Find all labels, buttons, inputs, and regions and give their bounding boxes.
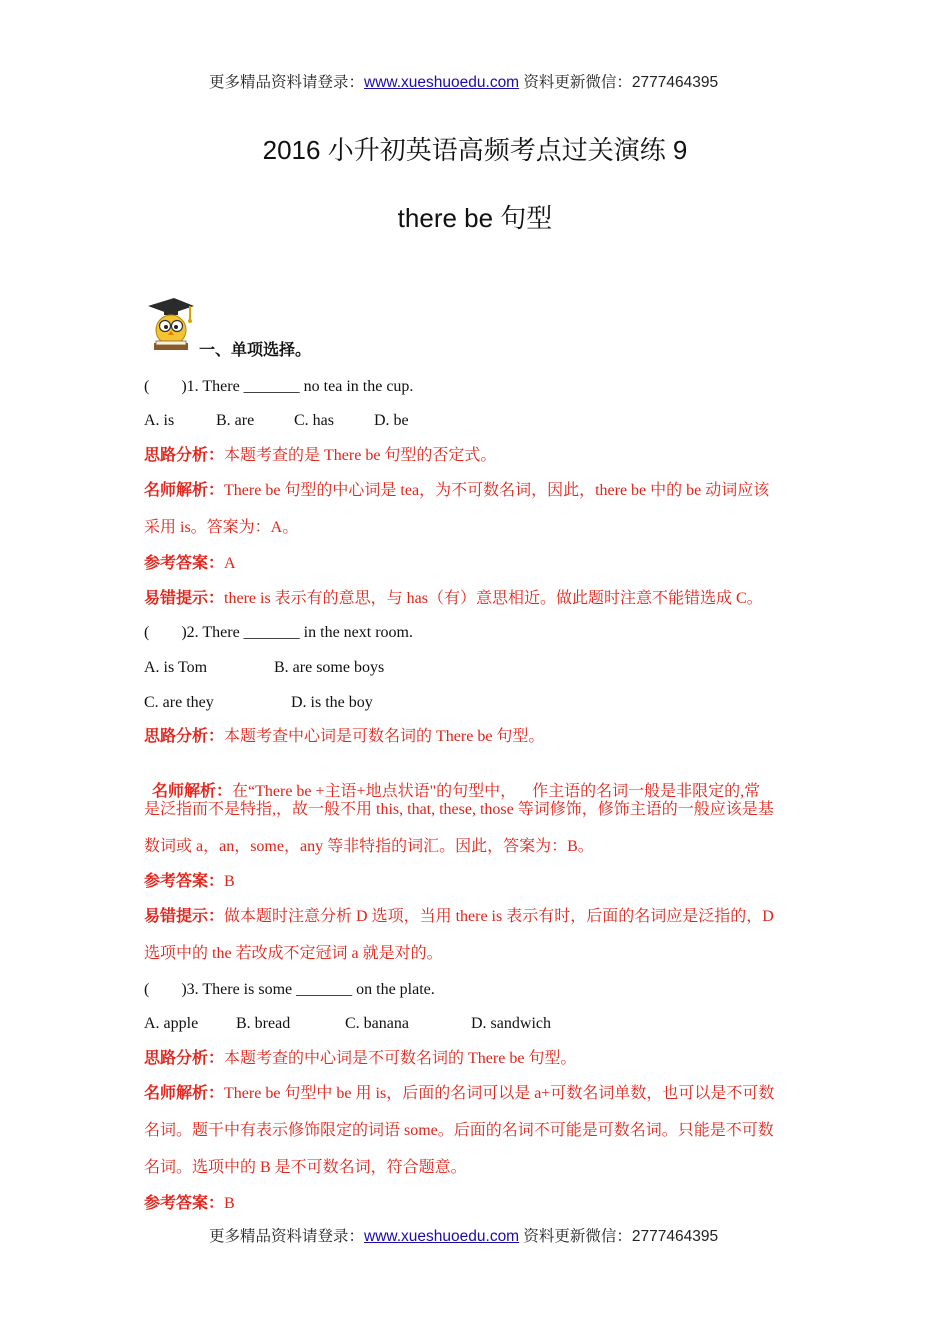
q2-option-c[interactable]: C. are they: [144, 694, 214, 711]
q1-answer: [144, 554, 236, 574]
q2-answer: [144, 872, 235, 892]
q3-option-c[interactable]: C. banana: [345, 1015, 409, 1032]
q1-tip-label: 易错提示：: [144, 590, 225, 607]
q3-option-d[interactable]: D. sandwich: [471, 1015, 551, 1032]
question-1-options: [144, 411, 409, 431]
question-2-stem: ( )2. There _______ in the next room.: [144, 624, 413, 641]
question-2-options-row-1: [144, 658, 384, 678]
question-3-options: [144, 1014, 551, 1034]
q3-explain-label: 名师解析：: [144, 1085, 225, 1102]
q2-explain-line-1: 在“There be +主语+地点状语"的句型中， 作主语的名词一般是非限定的,常: [232, 783, 761, 800]
q2-tip-label: 易错提示：: [144, 908, 225, 925]
q3-answer-value: B: [224, 1195, 235, 1212]
q1-explain-label: 名师解析：: [144, 482, 225, 499]
q2-option-a[interactable]: A. is Tom: [144, 659, 208, 676]
page-subtitle: there be 句型: [397, 203, 553, 233]
q3-answer: [144, 1194, 235, 1214]
q1-answer-value: A: [224, 555, 236, 572]
graduate-owl-icon: [144, 296, 196, 354]
q2-option-b[interactable]: B. are some boys: [274, 659, 385, 676]
section-heading: 一、单项选择。: [199, 340, 312, 359]
q3-analysis-text: 本题考查的中心词是不可数名词的 There be 句型。: [224, 1050, 577, 1067]
q3-answer-label: 参考答案：: [144, 1195, 225, 1212]
q2-analysis-label: 思路分析：: [144, 728, 225, 745]
q1-analysis-label: 思路分析：: [144, 447, 225, 464]
q2-explain: [144, 762, 760, 802]
q1-tip-text: there is 表示有的意思，与 has（有）意思相近。做此题时注意不能错选成 C。: [224, 590, 763, 607]
footer-prefix: 更多精品资料请登录：: [209, 1228, 365, 1245]
header-suffix: 资料更新微信：2777464395: [519, 74, 719, 91]
q2-analysis: [144, 727, 544, 747]
q1-tip: [144, 589, 763, 609]
q2-answer-label: 参考答案：: [144, 873, 225, 890]
q2-tip: [144, 907, 774, 927]
question-1-stem: ( )1. There _______ no tea in the cup.: [144, 378, 414, 395]
q1-option-c[interactable]: C. has: [294, 412, 334, 429]
q2-tip-line-1: 做本题时注意分析 D 选项，当用 there is 表示有时，后面的名词应是泛指的，D: [224, 908, 774, 925]
q1-analysis-text: 本题考查的是 There be 句型的否定式。: [224, 447, 497, 464]
q1-option-b[interactable]: B. are: [216, 412, 255, 429]
q2-explain-line-2: 是泛指而不是特指,，故一般不用 this, that, these, those 等词修饰，修饰主语的一般应该是基: [144, 801, 774, 818]
question-2-options-row-2: [144, 693, 373, 713]
q1-option-d[interactable]: D. be: [374, 412, 409, 429]
page-footer: [209, 1224, 718, 1246]
q1-explain: [144, 481, 769, 501]
header-prefix: 更多精品资料请登录：: [209, 74, 365, 91]
q1-option-a[interactable]: A. is: [144, 412, 175, 429]
question-3-stem: ( )3. There is some _______ on the plate.: [144, 981, 435, 998]
q3-option-a[interactable]: A. apple: [144, 1015, 199, 1032]
q2-explain-line-3: 数词或 a，an，some，any 等非特指的词汇。因此，答案为：B。: [144, 838, 594, 855]
q3-explain-line-2: 名词。题干中有表示修饰限定的词语 some。后面的名词不可能是可数名词。只能是不可数: [144, 1122, 774, 1139]
q1-answer-label: 参考答案：: [144, 555, 225, 572]
q1-analysis: [144, 446, 496, 466]
q2-tip-line-2: 选项中的 the 若改成不定冠词 a 就是对的。: [144, 945, 443, 962]
q2-explain-label: 名师解析：: [152, 783, 233, 800]
q3-explain: [144, 1084, 774, 1104]
q3-explain-line-1: There be 句型中 be 用 is，后面的名词可以是 a+可数名词单数，也可以是不可数: [224, 1085, 775, 1102]
q2-answer-value: B: [224, 873, 235, 890]
q1-explain-line-2: 采用 is。答案为：A。: [144, 519, 299, 536]
page-title: 2016 小升初英语高频考点过关演练 9: [262, 135, 688, 165]
q3-option-b[interactable]: B. bread: [236, 1015, 291, 1032]
q3-explain-line-3: 名词。选项中的 B 是不可数名词，符合题意。: [144, 1159, 467, 1176]
q3-analysis: [144, 1049, 576, 1069]
q2-analysis-text: 本题考查中心词是可数名词的 There be 句型。: [224, 728, 545, 745]
q3-analysis-label: 思路分析：: [144, 1050, 225, 1067]
q2-option-d[interactable]: D. is the boy: [291, 694, 373, 711]
footer-link[interactable]: www.xueshuoedu.com: [364, 1228, 520, 1245]
footer-suffix: 资料更新微信：2777464395: [519, 1228, 719, 1245]
header-link[interactable]: www.xueshuoedu.com: [364, 74, 520, 91]
q1-explain-line-1: There be 句型的中心词是 tea，为不可数名词，因此，there be 中的 be 动词应该: [224, 482, 770, 499]
page-header: [209, 70, 718, 92]
